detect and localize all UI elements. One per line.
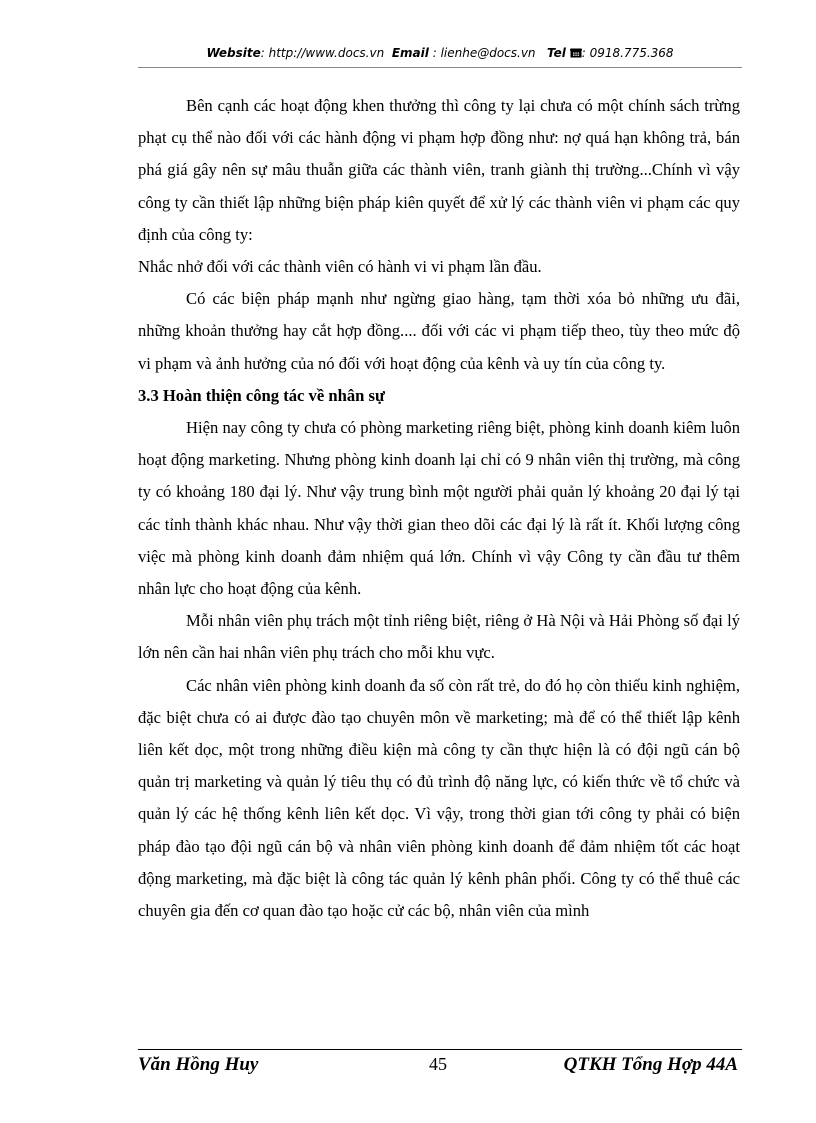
phone-icon [570,47,582,61]
header-divider [138,67,742,68]
footer-author: Văn Hồng Huy [138,1054,259,1075]
paragraph-4: Hiện nay công ty chưa có phòng marketing riêng biệt, phòng kinh doanh kiêm luôn hoạt động marketing. Nhưng phòng kinh doanh lại chỉ có 9 nhân viên thị trường, mà công ty có khoảng 180 đại lý. Như vậy trung bình một người phải quản lý khoảng 20 đại lý tại các tỉnh thành khác nhau. Như vậy thời gian theo dõi các đại lý là rất ít. Khối lượng công việc mà phòng kinh doanh đảm nhiệm quá lớn. Chính vì vậy Công ty cần đầu tư thêm nhân lực cho hoạt động của kênh. [138,418,740,599]
email-value: : lienhe@docs.vn [428,46,536,60]
website-value: : http://www.docs.vn [260,46,385,60]
paragraph-6: Các nhân viên phòng kinh doanh đa số còn rất trẻ, do đó họ còn thiếu kinh nghiệm, đặc biệt chưa có ai được đào tạo chuyên môn về marketing; mà để có thể thiết lập kênh liên kết dọc, một trong những điều kiện mà công ty cần thực hiện là có đội ngũ cán bộ quản trị marketing và quản lý tiêu thụ có đủ trình độ năng lực, có kiến thức về tổ chức và quản lý các hệ thống kênh liên kết dọc. Vì vậy, trong thời gian tới công ty phải có biện pháp đào tạo đội ngũ cán bộ và nhân viên phòng kinh doanh để đảm nhiệm tốt các hoạt động marketing, mà đặc biệt là công tác quản lý kênh phân phối. Công ty có thể thuê các chuyên gia đến cơ quan đào tạo hoặc cử các bộ, nhân viên của mình [138,675,740,921]
section-heading: 3.3 Hoàn thiện công tác về nhân sự [138,385,385,405]
tel-label: Tel [547,46,566,60]
paragraph-1: Bên cạnh các hoạt động khen thưởng thì công ty lại chưa có một chính sách trừng phạt cụ thể nào đối với các hành động vi phạm hợp đồng như: nợ quá hạn không trả, bán phá giá gây nên sự mâu thuẫn giữa các thành viên, tranh giành thị trường...Chính vì vậy công ty cần thiết lập những biện pháp kiên quyết để xử lý các thành viên vi phạm các quy định của công ty: [138,96,740,244]
page-footer [138,1054,738,1080]
document-body [138,90,740,927]
paragraph-2: Nhắc nhở đối với các thành viên có hành vi vi phạm lần đầu. [138,257,542,277]
paragraph-5: Mỗi nhân viên phụ trách một tỉnh riêng biệt, riêng ở Hà Nội và Hải Phòng số đại lý lớn nên cần hai nhân viên phụ trách cho mỗi khu vực. [138,611,740,663]
paragraph-3: Có các biện pháp mạnh như ngừng giao hàng, tạm thời xóa bỏ những ưu đãi, những khoản thưởng hay cắt hợp đồng.... đối với các vi phạm tiếp theo, tùy theo mức độ vi phạm và ảnh hưởng của nó đối với hoạt động của kênh và uy tín của công ty. [138,289,740,373]
footer-class: QTKH Tổng Hợp 44A [563,1054,738,1075]
website-label: Website [206,46,261,60]
footer-divider [138,1049,742,1050]
email-label: Email [391,46,429,60]
tel-value: : 0918.775.368 [581,46,674,60]
page-number: 45 [429,1054,447,1074]
page-header [138,46,742,61]
